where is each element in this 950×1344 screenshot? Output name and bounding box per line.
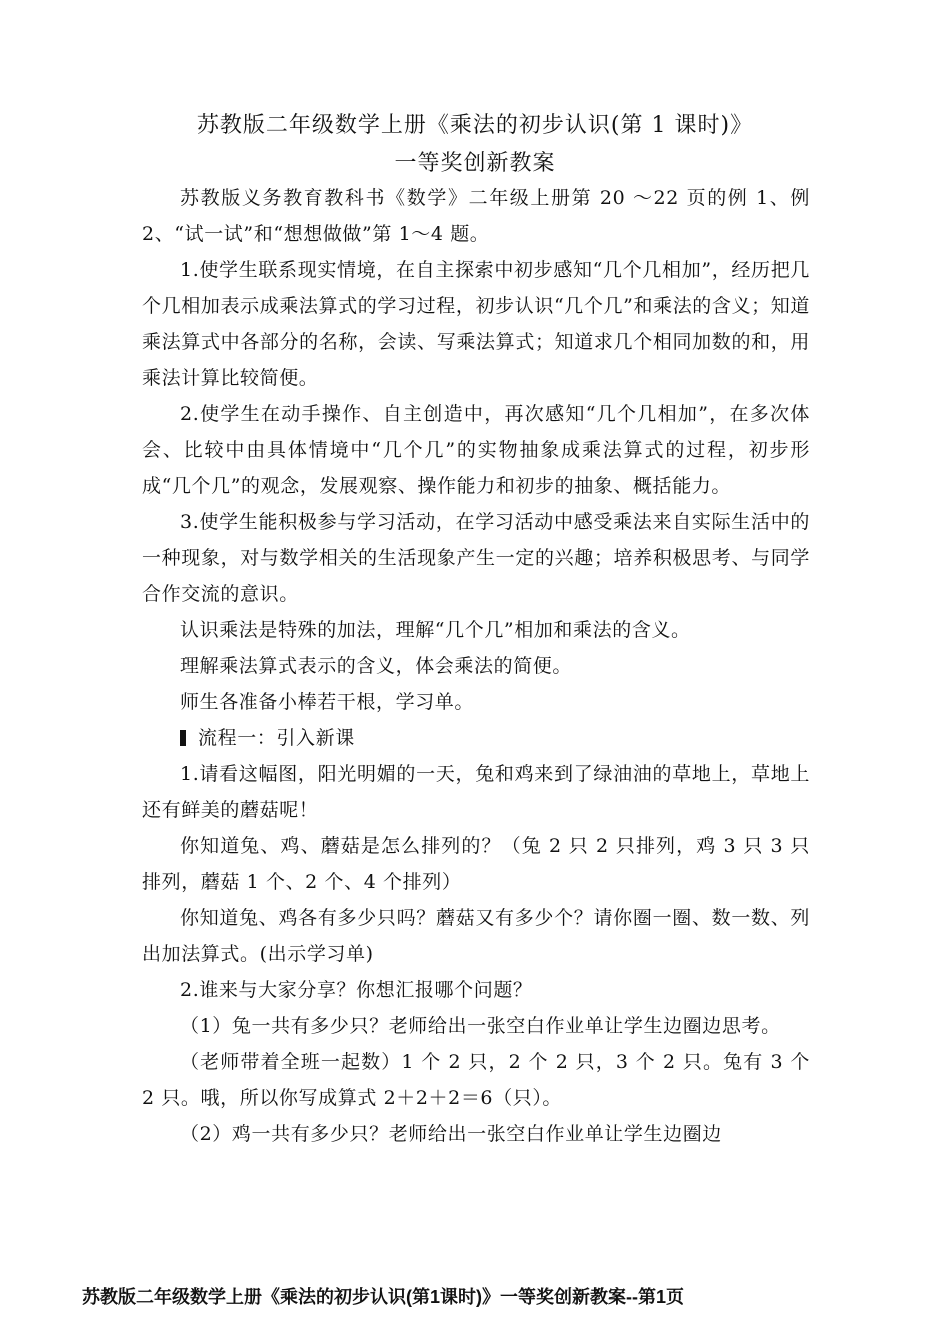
- document-title-line1: 苏教版二年级数学上册《乘法的初步认识(第 1 课时)》: [196, 113, 754, 138]
- paragraph-objective-1: 1.使学生联系现实情境，在自主探索中初步感知“几个几相加”，经历把几个几相加表示成乘法算式的学习过程，初步认识“几个几”和乘法的含义；知道乘法算式中各部分的名称，会读、写乘法算式；知道求几个相同加数的和，用乘法计算比较简便。: [142, 259, 810, 389]
- paragraph-share: 2.谁来与大家分享？你想汇报哪个问题？: [180, 979, 533, 1001]
- paragraph-intro-1: 1.请看这幅图，阳光明媚的一天，兔和鸡来到了绿油油的草地上，草地上还有鲜美的蘑菇呢！: [142, 763, 810, 821]
- page-footer: 苏教版二年级数学上册《乘法的初步认识(第1课时)》一等奖创新教案--第1页: [82, 1287, 684, 1307]
- paragraph-objective-2: 2.使学生在动手操作、自主创造中，再次感知“几个几相加”，在多次体会、比较中由具体情境中“几个几”的实物抽象成乘法算式的过程，初步形成“几个几”的观念，发展观察、操作能力和初步的抽象、概括能力。: [142, 403, 810, 497]
- paragraph-difficulty: 理解乘法算式表示的含义，体会乘法的简便。: [180, 655, 573, 677]
- paragraph-preparation: 师生各准备小棒若干根，学习单。: [180, 691, 475, 713]
- document-body: [142, 180, 810, 1152]
- paragraph-textbook-scope: 苏教版义务教育教科书《数学》二年级上册第 20 ～22 页的例 1、例 2、“试一试”和“想想做做”第 1～4 题。: [142, 187, 810, 245]
- section-heading: [142, 720, 810, 756]
- paragraph-objective-3: 3.使学生能积极参与学习活动，在学习活动中感受乘法来自实际生活中的一种现象，对与数学相关的生活现象产生一定的兴趣；培养积极思考、与同学合作交流的意识。: [142, 511, 810, 605]
- paragraph-intro-3: 你知道兔、鸡各有多少只吗？蘑菇又有多少个？请你圈一圈、数一数、列出加法算式。(出示学习单): [142, 907, 810, 965]
- section-bullet-icon: [180, 730, 186, 746]
- document-title-line2: 一等奖创新教案: [394, 151, 556, 176]
- paragraph-rabbit-question: （1）兔一共有多少只？老师给出一张空白作业单让学生边圈边思考。: [180, 1015, 781, 1037]
- paragraph-chicken-question: （2）鸡一共有多少只？老师给出一张空白作业单让学生边圈边: [180, 1123, 722, 1145]
- paragraph-rabbit-count: （老师带着全班一起数）1 个 2 只，2 个 2 只，3 个 2 只。兔有 3 个 2 只。哦，所以你写成算式 2＋2＋2＝6（只）。: [142, 1051, 810, 1109]
- paragraph-key-point: 认识乘法是特殊的加法，理解“几个几”相加和乘法的含义。: [180, 619, 691, 641]
- paragraph-intro-2: 你知道兔、鸡、蘑菇是怎么排列的？（兔 2 只 2 只排列，鸡 3 只 3 只排列，蘑菇 1 个、2 个、4 个排列）: [142, 835, 810, 893]
- section-heading-text: 流程一：引入新课: [198, 727, 355, 749]
